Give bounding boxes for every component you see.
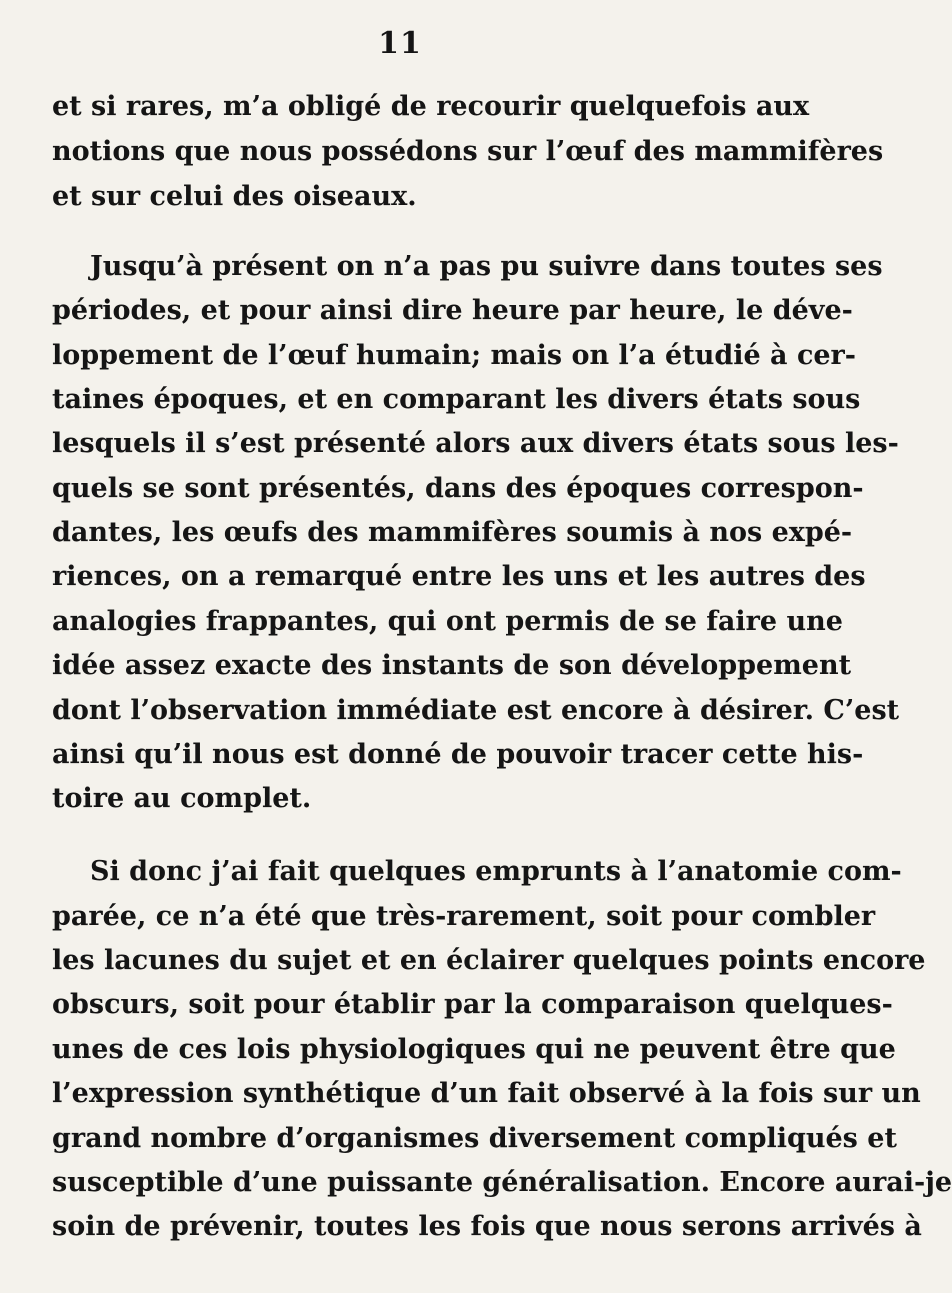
- page-number: 11: [378, 26, 422, 61]
- text-line: susceptible d’une puissante généralisation. Encore aurai-je: [52, 1167, 952, 1198]
- text-line: et si rares, m’a obligé de recourir quelquefois aux: [52, 91, 810, 122]
- text-line: les lacunes du sujet et en éclairer quelques points encore: [52, 945, 926, 976]
- text-line: lesquels il s’est présenté alors aux divers états sous les-: [52, 428, 899, 459]
- text-line: riences, on a remarqué entre les uns et les autres des: [52, 561, 866, 592]
- text-line: analogies frappantes, qui ont permis de se faire une: [52, 606, 843, 637]
- text-line: dantes, les œufs des mammifères soumis à nos expé-: [52, 517, 853, 548]
- text-line: quels se sont présentés, dans des époques correspon-: [52, 473, 864, 504]
- text-line: et sur celui des oiseaux.: [52, 181, 417, 212]
- text-line: parée, ce n’a été que très-rarement, soit pour combler: [52, 901, 876, 932]
- text-line: notions que nous possédons sur l’œuf des mammifères: [52, 136, 884, 167]
- text-line: périodes, et pour ainsi dire heure par heure, le déve-: [52, 295, 853, 326]
- text-line: dont l’observation immédiate est encore à désirer. C’est: [52, 695, 900, 726]
- text-line: idée assez exacte des instants de son développement: [52, 650, 852, 681]
- text-line: l’expression synthétique d’un fait observé à la fois sur un: [52, 1078, 921, 1109]
- text-line: Si donc j’ai fait quelques emprunts à l’anatomie com-: [90, 856, 902, 887]
- text-line: taines époques, et en comparant les divers états sous: [52, 384, 861, 415]
- text-line: ainsi qu’il nous est donné de pouvoir tracer cette his-: [52, 739, 864, 770]
- text-line: obscurs, soit pour établir par la comparaison quelques-: [52, 989, 893, 1020]
- text-line: Jusqu’à présent on n’a pas pu suivre dans toutes ses: [90, 251, 883, 282]
- text-line: soin de prévenir, toutes les fois que nous serons arrivés à: [52, 1211, 922, 1242]
- text-line: loppement de l’œuf humain; mais on l’a étudié à cer-: [52, 340, 856, 371]
- text-line: grand nombre d’organismes diversement compliqués et: [52, 1123, 897, 1154]
- text-line: toire au complet.: [52, 783, 312, 814]
- text-line: unes de ces lois physiologiques qui ne peuvent être que: [52, 1034, 896, 1065]
